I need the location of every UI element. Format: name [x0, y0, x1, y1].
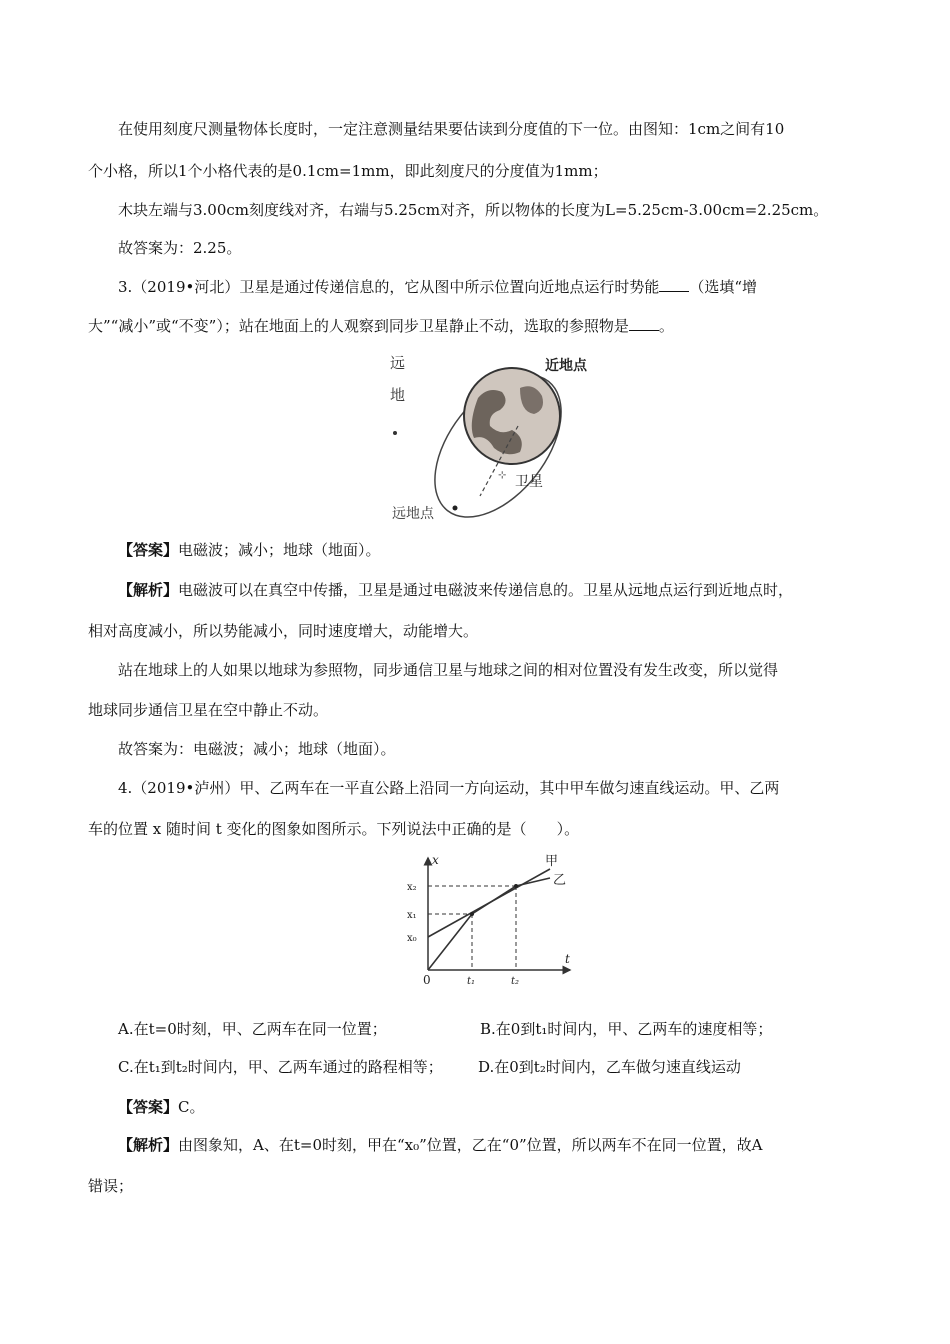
analysis-tag: 【解析】 [118, 581, 179, 599]
tick-label: t₁ [467, 976, 476, 987]
figure-label: 卫星 [515, 474, 543, 490]
origin-label: 0 [423, 973, 431, 987]
figure-label: 远地点 [392, 506, 434, 522]
option-b: B.在0到t₁时间内，甲、乙两车的速度相等； [480, 1020, 773, 1038]
question-text: 3.（2019•河北）卫星是通过传递信息的，它从图中所示位置向近地点运行时势能 [118, 278, 660, 296]
paragraph: 站在地球上的人如果以地球为参照物，同步通信卫星与地球之间的相对位置没有发生改变，所以觉得 [118, 661, 779, 679]
answer-tag: 【答案】 [118, 541, 179, 559]
paragraph: 错误； [88, 1177, 134, 1195]
series-line-yi [428, 878, 550, 970]
figure-label: 地 [390, 386, 406, 404]
far-point-dot [393, 431, 397, 435]
question-text: 。 [658, 317, 674, 335]
paragraph: 相对高度减小，所以势能减小，同时速度增大，动能增大。 [88, 622, 479, 640]
intersection-point [514, 884, 518, 888]
tick-label: x₂ [407, 882, 417, 893]
analysis-line [118, 1134, 908, 1156]
tick-label: x₁ [407, 910, 417, 921]
y-axis-label: x [432, 853, 439, 867]
tick-label: t₂ [511, 976, 520, 987]
near-point-dot [453, 506, 458, 511]
analysis-tag: 【解析】 [118, 1136, 179, 1154]
analysis-text: 电磁波可以在真空中传播，卫星是通过电磁波来传递信息的。卫星从远地点运行到近地点时， [178, 581, 794, 599]
answer-text: 电磁波；减小；地球（地面）。 [178, 541, 381, 559]
series-label-yi: 乙 [553, 873, 567, 888]
figure-label: 近地点 [545, 358, 587, 374]
series-label-jia: 甲 [545, 854, 559, 869]
answer-text: C。 [178, 1098, 205, 1116]
question-3-line-1 [118, 276, 908, 298]
answer-blank [659, 277, 689, 292]
tick-label: x₀ [407, 933, 417, 944]
paragraph: 地球同步通信卫星在空中静止不动。 [88, 701, 329, 719]
option-c: C.在t₁到t₂时间内，甲、乙两车通过的路程相等； [118, 1058, 443, 1076]
figure-label: 远 [390, 354, 406, 372]
question-4-line-1: 4.（2019•泸州）甲、乙两车在一平直公路上沿同一方向运动，其中甲车做匀速直线运动。甲、乙两 [118, 779, 780, 797]
answer-line [118, 539, 908, 561]
question-4-line-2: 车的位置 x 随时间 t 变化的图象如图所示。下列说法中正确的是（ ）。 [88, 820, 580, 838]
position-time-graph [385, 850, 585, 988]
satellite-orbit-figure [380, 348, 610, 528]
question-3-line-2 [88, 315, 878, 337]
analysis-text: 由图象知，A、在t=0时刻，甲在“x₀”位置，乙在“0”位置，所以两车不在同一位置，故A [178, 1136, 763, 1154]
satellite-icon: ⊹ [498, 470, 507, 481]
answer-tag: 【答案】 [118, 1098, 179, 1116]
paragraph: 故答案为：电磁波；减小；地球（地面）。 [118, 740, 396, 758]
option-a: A.在t=0时刻，甲、乙两车在同一位置； [118, 1020, 387, 1038]
question-text: 大”“减小”或“不变”）；站在地面上的人观察到同步卫星静止不动，选取的参照物是 [88, 317, 629, 335]
intersection-point [470, 912, 474, 916]
paragraph: 在使用刻度尺测量物体长度时，一定注意测量结果要估读到分度值的下一位。由图知：1cm之间有10 [118, 120, 785, 138]
paragraph: 个小格，所以1个小格代表的是0.1cm=1mm，即此刻度尺的分度值为1mm； [88, 162, 608, 180]
question-text: （选填“增 [689, 278, 758, 296]
paragraph: 木块左端与3.00cm刻度线对齐，右端与5.25cm对齐，所以物体的长度为L=5.25cm-3.00cm=2.25cm。 [118, 201, 829, 219]
answer-line [118, 1096, 908, 1118]
answer-blank [629, 316, 659, 331]
x-axis-label: t [565, 952, 570, 966]
option-d: D.在0到t₂时间内，乙车做匀速直线运动 [478, 1058, 741, 1076]
analysis-line [118, 579, 908, 601]
paragraph: 故答案为：2.25。 [118, 239, 242, 257]
